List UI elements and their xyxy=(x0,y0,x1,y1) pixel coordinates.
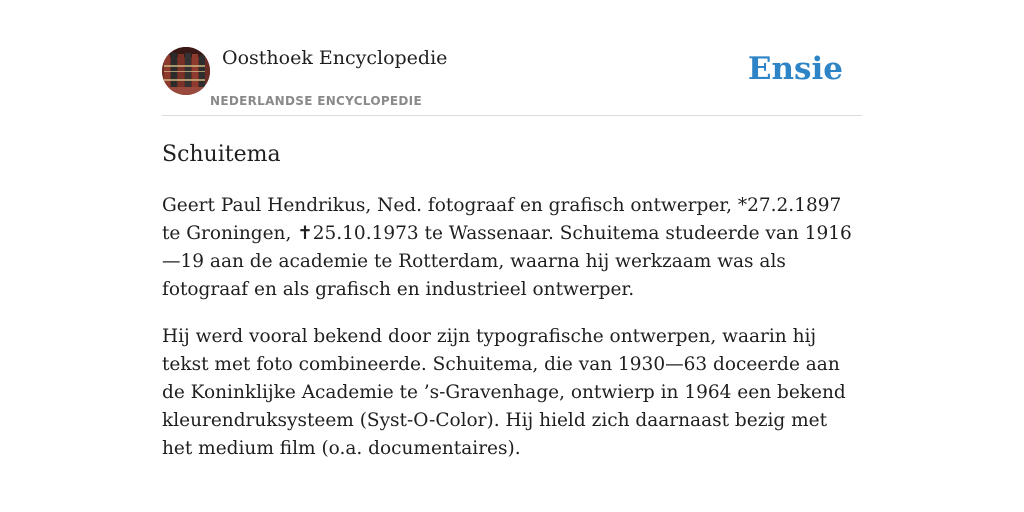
site-subtitle: NEDERLANDSE ENCYCLOPEDIE xyxy=(210,94,422,108)
site-title-link[interactable]: Oosthoek Encyclopedie xyxy=(222,47,448,69)
site-header xyxy=(162,0,862,116)
page xyxy=(162,0,862,459)
article-paragraph: Geert Paul Hendrikus, Ned. fotograaf en grafisch ontwerper, *27.2.1897 te Groningen, ✝25.10.1973 te Wassenaar. Schuitema studeerde van 1916—19 aan de academie te Rotterdam, waarna hij werkzaam was als fotograaf en als grafisch en industrieel ontwerper. xyxy=(162,195,852,300)
article-title: Schuitema xyxy=(162,142,281,167)
article-body xyxy=(162,192,862,482)
article-paragraph: Hij werd vooral bekend door zijn typografische ontwerpen, waarin hij tekst met foto combineerde. Schuitema, die van 1930—63 doceerde aan de Koninklijke Academie te ’s-Gravenhage, ontwierp in 1964 een bekend kleurendruksysteem (Syst-O-Color). Hij hield zich daarnaast bezig met het medium film (o.a. documentaires). xyxy=(162,326,846,459)
ensie-logo-link[interactable]: Ensie xyxy=(747,51,843,87)
book-spines-icon xyxy=(162,47,210,95)
site-logo-avatar[interactable] xyxy=(162,47,210,95)
